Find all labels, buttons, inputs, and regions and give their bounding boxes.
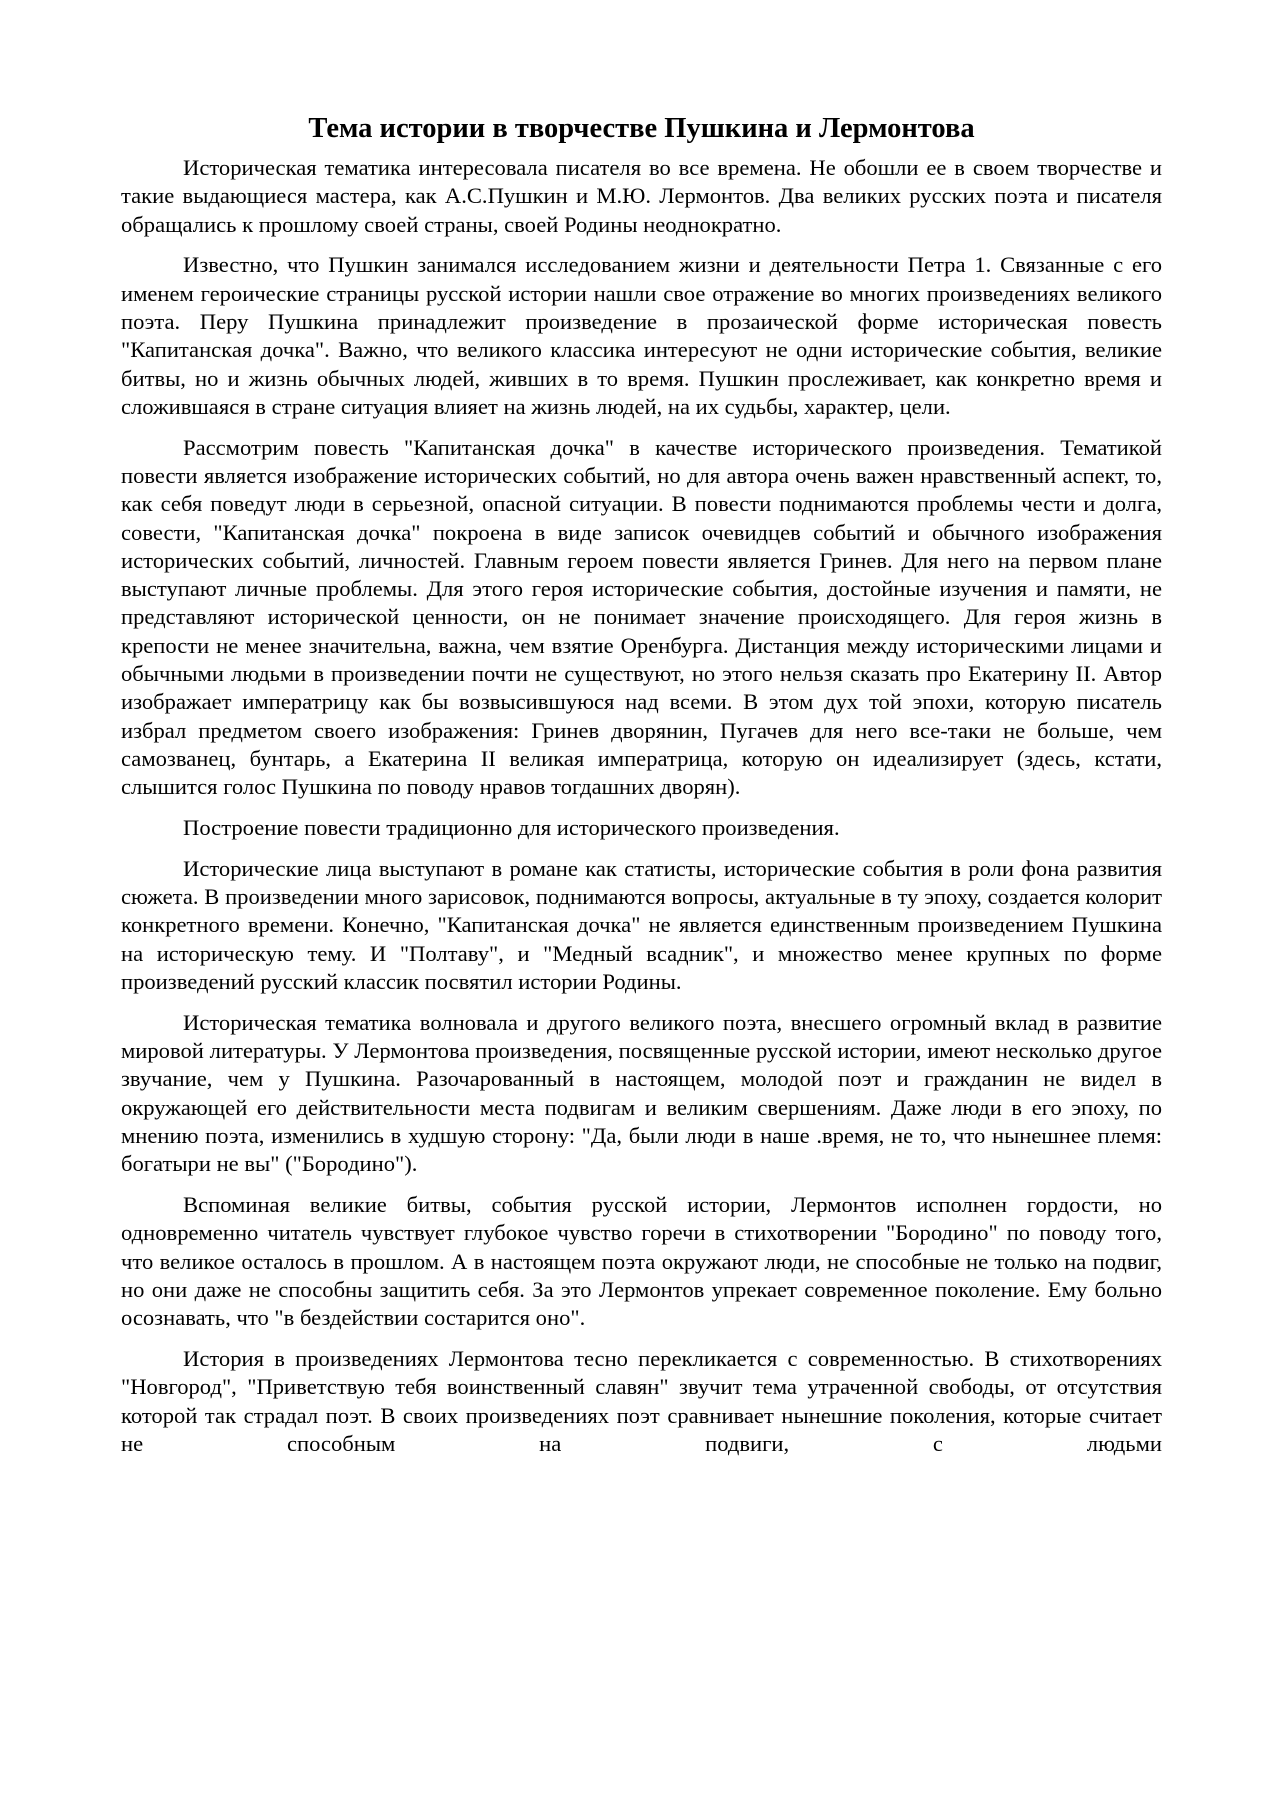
paragraph-composition: Построение повести традиционно для исторического произведения. bbox=[183, 815, 840, 841]
paragraph-borodino: Вспоминая великие битвы, события русской истории, Лермонтов исполнен гордости, но одновременно читатель чувствует глубокое чувство горечи в стихотворении "Бородино" по поводу того, что великое осталось в прошлом. А в настоящем поэта окружают люди, не способные не только на подвиг, но они даже не способны защитить себя. За это Лермонтов упрекает современное поколение. Ему больно осознавать, что "в бездействии состарится оно". bbox=[121, 1192, 1162, 1331]
document-title: Тема истории в творчестве Пушкина и Лермонтова bbox=[308, 113, 975, 144]
document-page bbox=[121, 112, 1162, 1471]
paragraph-novgorod: История в произведениях Лермонтова тесно перекликается с современностью. В стихотворениях "Новгород", "Приветствую тебя воинственный славян" звучит тема утраченной свободы, от отсутствия которой так страдал поэт. В своих произведениях поэт сравнивает нынешние поколения, которые считает не способным на подвиги, с людьми bbox=[121, 1346, 1162, 1456]
paragraph-captains-daughter: Рассмотрим повесть "Капитанская дочка" в качестве исторического произведения. Тематикой повести является изображение исторических событий, но для автора очень важен нравственный аспект, то, как себя поведут люди в серьезной, опасной ситуации. В повести поднимаются проблемы чести и долга, совести, "Капитанская дочка" покроена в виде записок очевидцев событий и обычного изображения исторических событий, личностей. Главным героем повести является Гринев. Для него на первом плане выступают личные проблемы. Для этого героя исторические события, достойные изучения и памяти, не представляют исторической ценности, он не понимает значение происходящего. Для героя жизнь в крепости не менее значительна, важна, чем взятие Оренбурга. Дистанция между историческими лицами и обычными людьми в произведении почти не существуют, но этого нельзя сказать про Екатерину II. Автор изображает императрицу как бы возвысившуюся над всеми. В этом дух той эпохи, которую писатель избрал предметом своего изображения: Гринев дворянин, Пугачев для него все-таки не больше, чем самозванец, бунтарь, а Екатерина II великая императрица, которую он идеализирует (здесь, кстати, слышится голос Пушкина по поводу нравов тогдашних дворян). bbox=[121, 434, 1162, 800]
paragraph-intro: Историческая тематика интересовала писателя во все времена. Не обошли ее в своем творчестве и такие выдающиеся мастера, как А.С.Пушкин и М.Ю. Лермонтов. Два великих русских поэта и писателя обращались к прошлому своей страны, своей Родины неоднократно. bbox=[121, 155, 1162, 237]
paragraph-lermontov-theme: Историческая тематика волновала и другого великого поэта, внесшего огромный вклад в развитие мировой литературы. У Лермонтова произведения, посвященные русской истории, имеют несколько другое звучание, чем у Пушкина. Разочарованный в настоящем, молодой поэт и гражданин не видел в окружающей его действительности места подвигам и великим свершениям. Даже люди в его эпоху, по мнению поэта, изменились в худшую сторону: "Да, были люди в наше .время, не то, что нынешнее племя: богатыри не вы" ("Бородино"). bbox=[121, 1009, 1162, 1177]
paragraph-historical-figures: Исторические лица выступают в романе как статисты, исторические события в роли фона развития сюжета. В произведении много зарисовок, поднимаются вопросы, актуальные в ту эпоху, создается колорит конкретного времени. Конечно, "Капитанская дочка" не является единственным произведением Пушкина на историческую тему. И "Полтаву", и "Медный всадник", и множество менее крупных по форме произведений русский классик посвятил истории Родины. bbox=[121, 855, 1162, 995]
paragraph-pushkin-peter: Известно, что Пушкин занимался исследованием жизни и деятельности Петра 1. Связанные с его именем героические страницы русской истории нашли свое отражение во многих произведениях великого поэта. Перу Пушкина принадлежит произведение в прозаической форме историческая повесть "Капитанская дочка". Важно, что великого классика интересуют не одни исторические события, великие битвы, но и жизнь обычных людей, живших в то время. Пушкин прослеживает, как конкретно время и сложившаяся в стране ситуация влияет на жизнь людей, на их судьбы, характер, цели. bbox=[121, 252, 1162, 419]
